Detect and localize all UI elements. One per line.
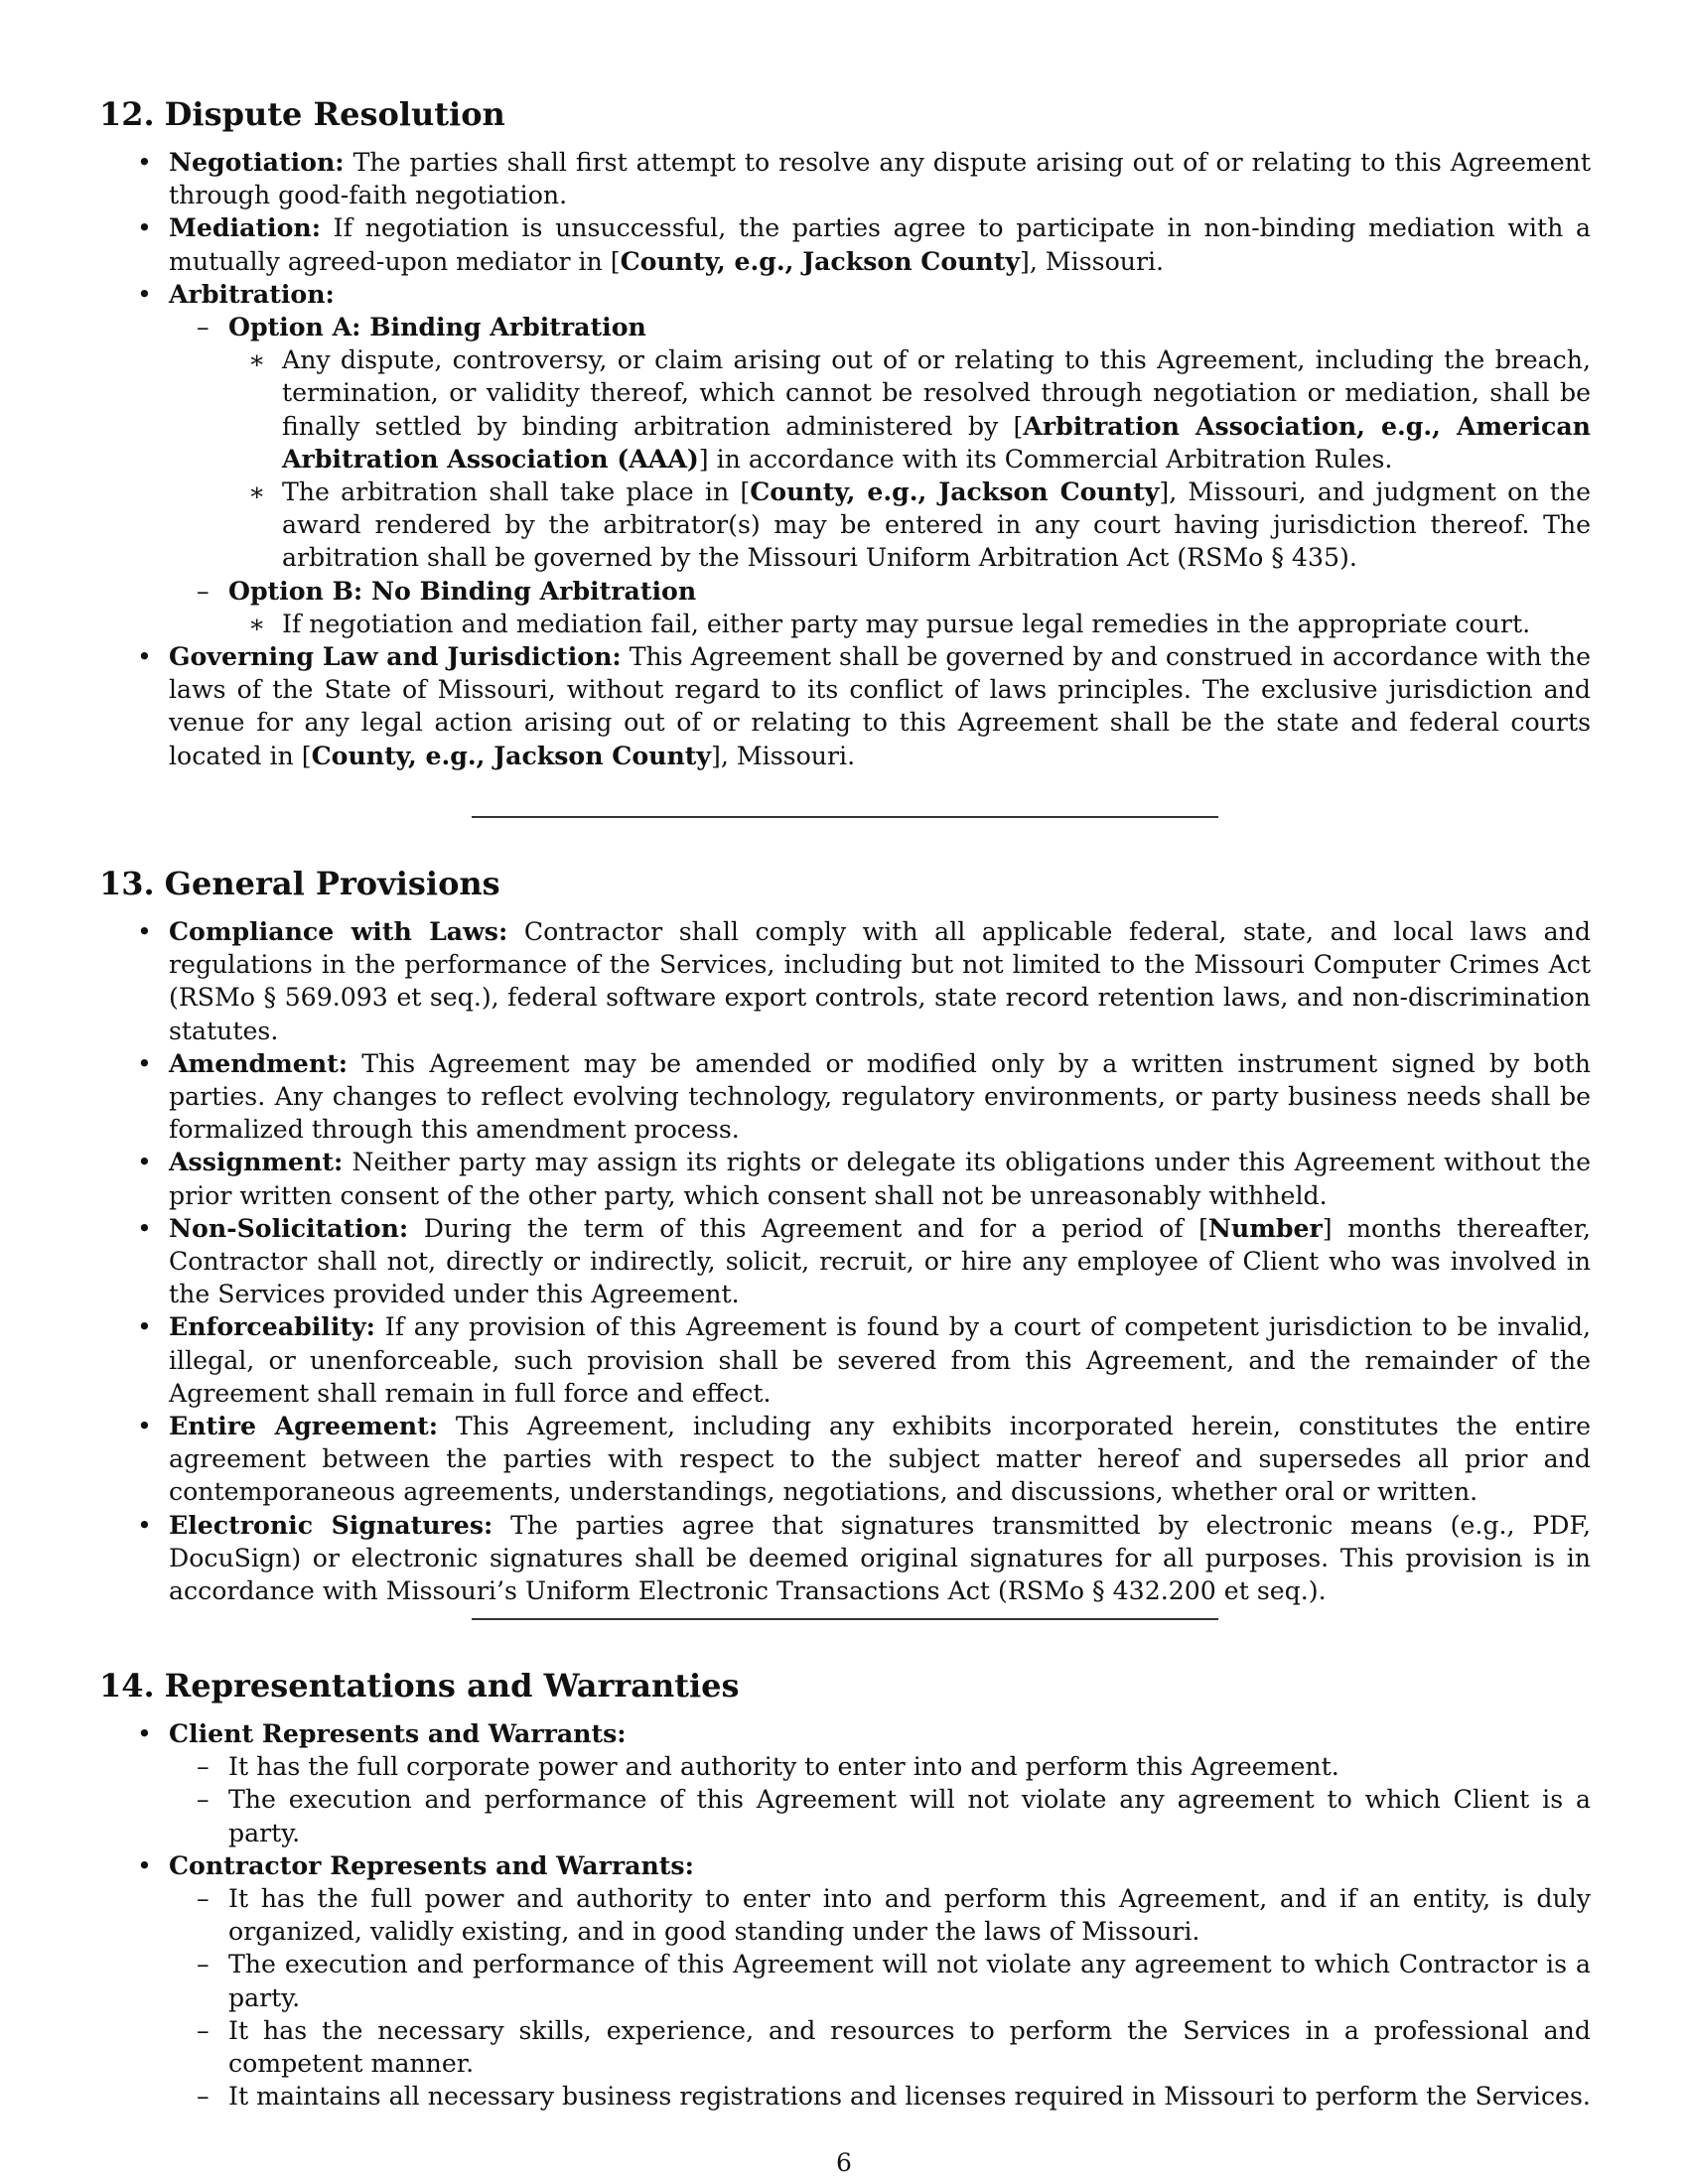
list-item: • Contractor Represents and Warrants: bbox=[137, 1849, 694, 1880]
list-item: • Assignment: Neither party may assign its rights or delegate its obligations under this Agreement without the prior written consent of the other party, which consent shall not be unreasonably withheld. bbox=[137, 1147, 1591, 1210]
list-item: – Option A: Binding Arbitration bbox=[197, 312, 646, 342]
section-heading: 14. Representations and Warranties bbox=[99, 1667, 740, 1705]
placeholder-field: Number bbox=[1207, 1212, 1323, 1243]
section-heading: 12. Dispute Resolution bbox=[99, 95, 505, 133]
list-item: • Electronic Signatures: The parties agree that signatures transmitted by electronic means (e.g., PDF, DocuSign) or electronic signatures shall be deemed original signatures for all purposes. This provision is in accordance with Missouri’s Uniform Electronic Transactions Act (RSMo § 432.200 et seq.). bbox=[137, 1509, 1592, 1606]
section-divider bbox=[472, 816, 1218, 818]
list-item: – It maintains all necessary business registrations and licenses required in Missouri to perform the Services. bbox=[197, 2082, 1591, 2112]
list-item: • Governing Law and Jurisdiction: This Agreement shall be governed by and construed in accordance with the laws of the State of Missouri, without regard to its conflict of laws principles. The exclusive jurisdiction and venue for any legal action arising out of or relating to this Agreement shall be the state and federal courts located in [County, e.g., Jackson County], Missouri. bbox=[137, 641, 1591, 770]
placeholder-field: County, e.g., Jackson County bbox=[620, 245, 1021, 276]
list-item: • Enforceability: If any provision of this Agreement is found by a court of competent jurisdiction to be invalid, illegal, or unenforceable, such provision shall be severed from this Agreement, and the remainder of the Agreement shall remain in full force and effect. bbox=[137, 1311, 1591, 1408]
placeholder-field: County, e.g., Jackson County bbox=[311, 740, 712, 770]
list-item: – The execution and performance of this Agreement will not violate any agreement to which Contractor is a party. bbox=[197, 1950, 1591, 2012]
placeholder-field: Arbitration Association, e.g., American Arbitration Association (AAA) bbox=[282, 410, 1591, 474]
list-item: • Amendment: This Agreement may be amended or modified only by a written instrument signed by both parties. Any changes to reflect evolving technology, regulatory environments, or party business needs shall be formalized through this amendment process. bbox=[137, 1047, 1591, 1145]
list-item: • Entire Agreement: This Agreement, including any exhibits incorporated herein, constitutes the entire agreement between the parties with respect to the subject matter hereof and supersedes all prior and contemporaneous agreements, understandings, negotiations, and discussions, whether oral or written. bbox=[137, 1411, 1591, 1507]
list-item: – The execution and performance of this Agreement will not violate any agreement to which Client is a party. bbox=[197, 1785, 1591, 1847]
list-item: • Client Represents and Warrants: bbox=[137, 1718, 627, 1748]
list-item: • Non-Solicitation: During the term of this Agreement and for a period of [Number] months thereafter, Contractor shall not, directly or indirectly, solicit, recruit, or hire any employee of Client who was involved in the Services provided under this Agreement. bbox=[137, 1212, 1591, 1309]
list-item: • Compliance with Laws: Contractor shall comply with all applicable federal, state, and local laws and regulations in the performance of the Services, including but not limited to the Missouri Computer Crimes Act (RSMo § 569.093 et seq.), federal software export controls, state record retention laws, and non-discrimination statutes. bbox=[137, 916, 1591, 1045]
list-item: • Arbitration: bbox=[137, 278, 335, 309]
list-item: ∗ The arbitration shall take place in [County, e.g., Jackson County], Missouri, and judgment on the award rendered by the arbitrator(s) may be entered in any court having jurisdiction thereof. The arbitration shall be governed by the Missouri Uniform Arbitration Act (RSMo § 435). bbox=[248, 477, 1591, 573]
page-number: 6 bbox=[836, 2148, 852, 2177]
list-item: – Option B: No Binding Arbitration bbox=[197, 575, 697, 606]
clause-list bbox=[99, 1717, 1591, 2113]
placeholder-field: County, e.g., Jackson County bbox=[750, 477, 1160, 507]
section-dispute-resolution bbox=[99, 94, 1591, 772]
list-item: ∗ If negotiation and mediation fail, either party may pursue legal remedies in the appropriate court. bbox=[248, 609, 1531, 638]
clause-list bbox=[99, 915, 1591, 1607]
list-item: • Negotiation: The parties shall first attempt to resolve any dispute arising out of or relating to this Agreement through good-faith negotiation. bbox=[137, 147, 1591, 210]
list-item: – It has the full power and authority to enter into and perform this Agreement, and if an entity, is duly organized, validly existing, and in good standing under the laws of Missouri. bbox=[197, 1884, 1591, 1947]
list-item: – It has the full corporate power and authority to enter into and perform this Agreement. bbox=[197, 1752, 1339, 1782]
clause-list bbox=[99, 146, 1591, 772]
section-divider bbox=[472, 1618, 1218, 1620]
section-heading: 13. General Provisions bbox=[99, 865, 500, 902]
list-item: – It has the necessary skills, experience, and resources to perform the Services in a professional and competent manner. bbox=[197, 2015, 1591, 2079]
list-item: ∗ Any dispute, controversy, or claim arising out of or relating to this Agreement, including the breach, termination, or validity thereof, which cannot be resolved through negotiation or mediation, shall be finally settled by binding arbitration administered by [Arbitration Association, e.g., American Arbitration Association (AAA)] in accordance with its Commercial Arbitration Rules. bbox=[248, 345, 1591, 474]
section-representations-warranties bbox=[99, 1666, 1591, 2113]
section-general-provisions bbox=[99, 864, 1591, 1607]
list-item: • Mediation: If negotiation is unsuccessful, the parties agree to participate in non-binding mediation with a mutually agreed-upon mediator in [County, e.g., Jackson County], Missouri. bbox=[137, 212, 1591, 276]
